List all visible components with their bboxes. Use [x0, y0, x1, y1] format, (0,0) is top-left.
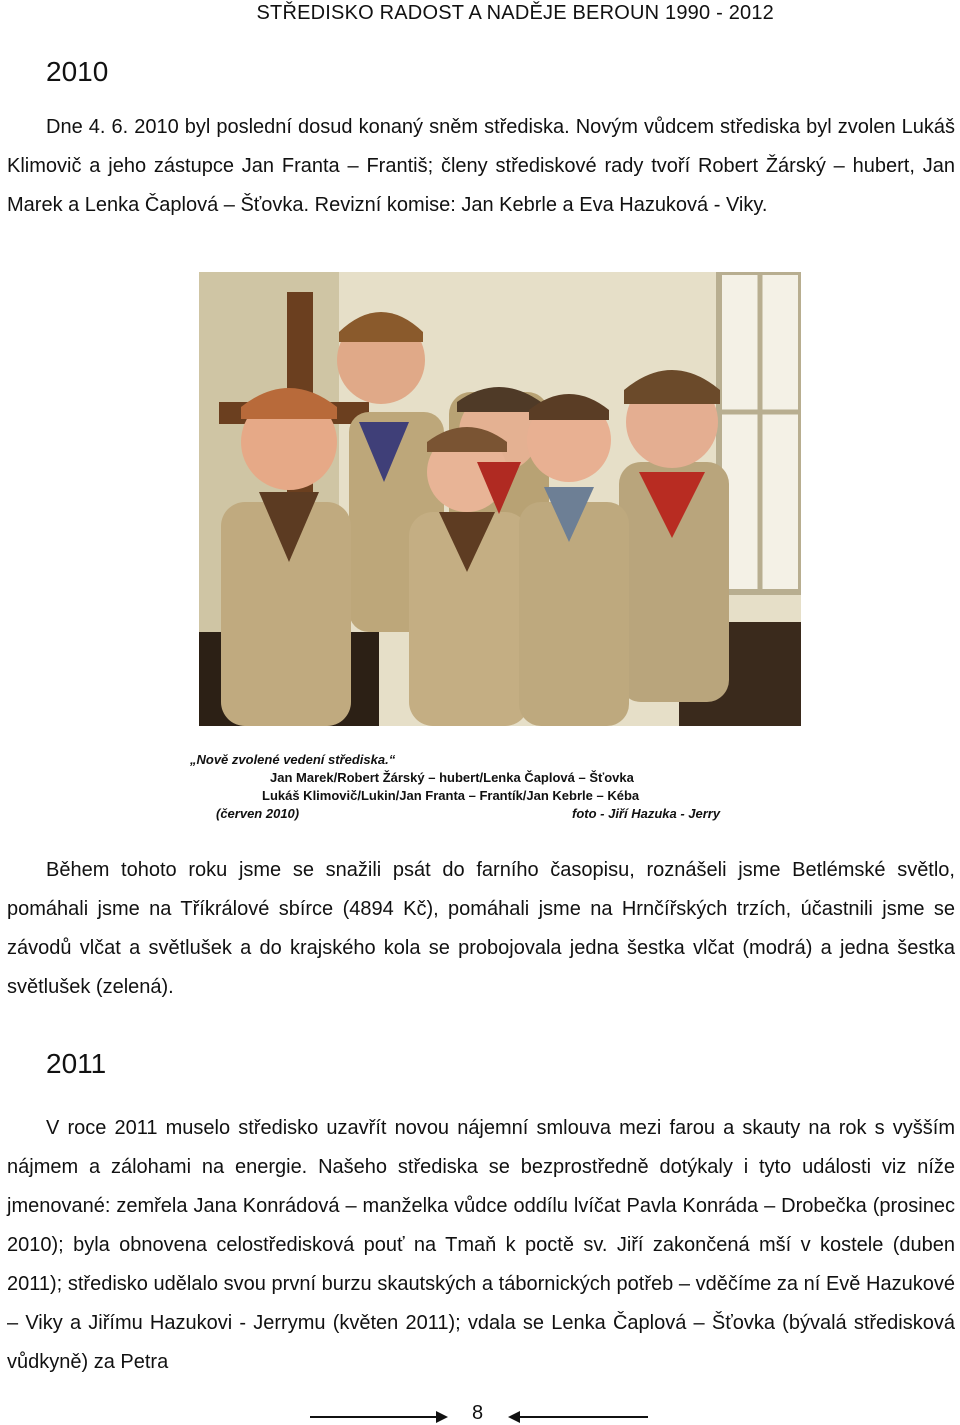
- year-heading-2011: 2011: [46, 1048, 107, 1079]
- photo-caption-line-1: Jan Marek/Robert Žárský – hubert/Lenka Čaplová – Šťovka: [270, 770, 634, 785]
- photo-caption-line-2: Lukáš Klimovič/Lukin/Jan Franta – Frantík/Jan Kebrle – Kéba: [262, 788, 640, 803]
- footer-arrow-right-line: [518, 1416, 648, 1418]
- running-header: STŘEDISKO RADOST A NADĚJE BEROUN 1990 - 2012: [256, 2, 774, 24]
- photo-caption-date: (červen 2010): [216, 806, 300, 821]
- paragraph-2011-events: V roce 2011 muselo středisko uzavřít novou nájemní smlouva mezi farou a skauty na rok s vyšším nájmem a zálohami na energie. Našeho střediska se bezprostředně dotýkaly i tyto události viz níže jmenované: zemřela Jana Konrádová – manželka vůdce oddílu lvíčat Pavla Konráda – Drobečka (prosinec 2010); byla obnovena celostředisková pouť na Tmaň k poctě sv. Jiří zakončená mší v kostele (duben 2011); středisko udělalo svou první burzu skautských a tábornických potřeb – vděčíme za ní Evě Hazukové – Viky a Jiřímu Hazukovi - Jerrymu (květen 2011); vdala se Lenka Čaplová – Šťovka (bývalá středisková vůdkyně) za Petra: [7, 1117, 955, 1373]
- photo-caption-title: „Nově zvolené vedení střediska.“: [190, 752, 396, 767]
- paragraph-2010-assembly: Dne 4. 6. 2010 byl poslední dosud konaný sněm střediska. Novým vůdcem střediska byl zvolen Lukáš Klimovič a jeho zástupce Jan Franta – Františ; členy střediskové rady tvoří Robert Žárský – hubert, Jan Marek a Lenka Čaplová – Šťovka. Revizní komise: Jan Kebrle a Eva Hazuková - Viky.: [7, 116, 955, 216]
- page-number: 8: [472, 1402, 484, 1424]
- photo-caption-credit: foto - Jiří Hazuka - Jerry: [572, 806, 721, 821]
- group-photo: [199, 272, 801, 726]
- footer-arrow-right-icon: [436, 1411, 448, 1423]
- paragraph-2010-activities: Během tohoto roku jsme se snažili psát do farního časopisu, roznášeli jsme Betlémské světlo, pomáhali jsme na Tříkrálové sbírce (4894 Kč), pomáhali jsme na Hrnčířských trzích, účastnili jsme se závodů vlčat a světlušek a do krajského kola se probojovala jedna šestka vlčat (modrá) a jedna šestka světlušek (zelená).: [7, 859, 955, 998]
- footer-arrow-left-line: [310, 1416, 440, 1418]
- group-photo-illustration: [199, 272, 801, 726]
- year-heading-2010: 2010: [46, 56, 109, 87]
